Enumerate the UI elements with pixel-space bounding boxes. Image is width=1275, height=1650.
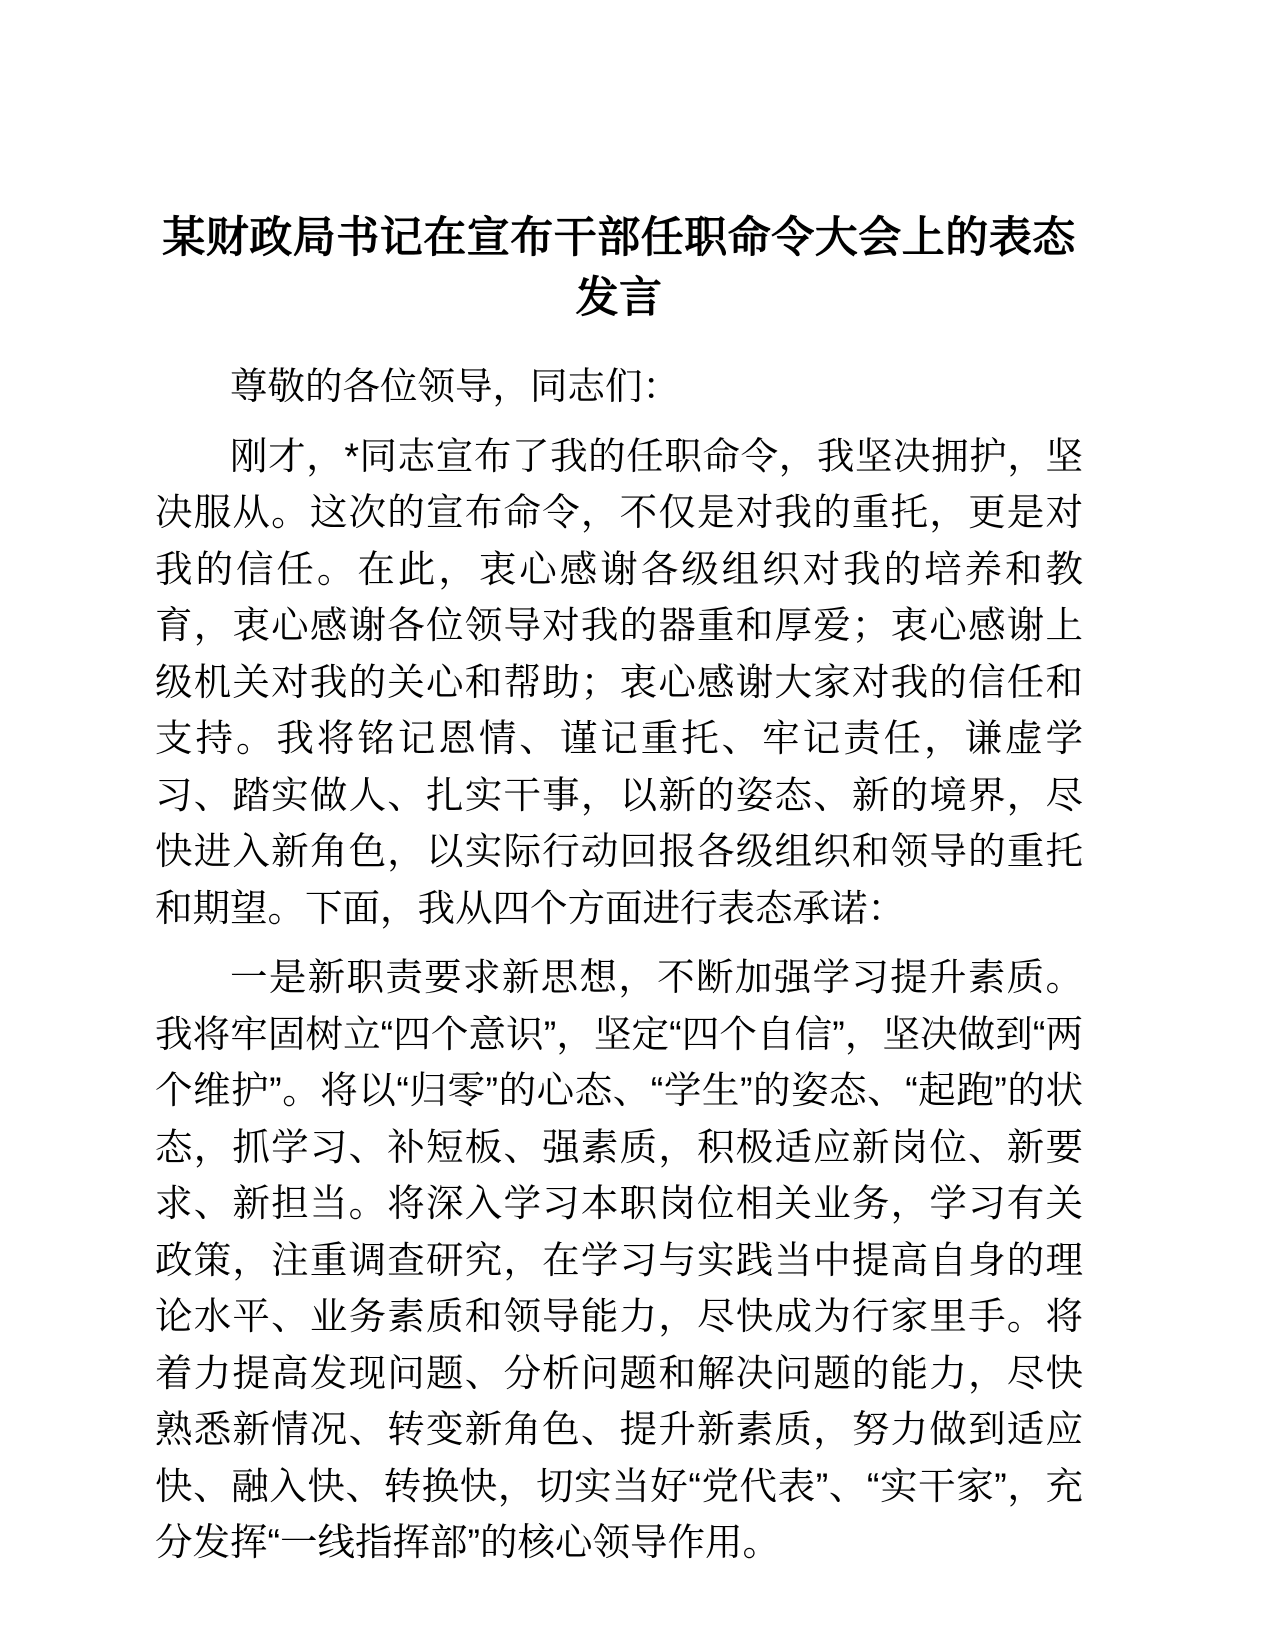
paragraph-salutation: 尊敬的各位领导，同志们：	[230, 365, 680, 407]
page-title: 某财政局书记在宣布干部任职命令大会上的表态发言	[162, 214, 1076, 322]
paragraph-opening: 刚才，*同志宣布了我的任职命令，我坚决拥护，坚决服从。这次的宣布命令，不仅是对我的重托，更是对我的信任。在此，衷心感谢各级组织对我的培养和教育，衷心感谢各位领导对我的器重和厚爱；衷心感谢上级机关对我的关心和帮助；衷心感谢大家对我的信任和支持。我将铭记恩情、谨记重托、牢记责任，谦虚学习、踏实做人、扎实干事，以新的姿态、新的境界，尽快进入新角色，以实际行动回报各级组织和领导的重托和期望。下面，我从四个方面进行表态承诺：	[155, 434, 1083, 929]
document-body	[155, 0, 1083, 1571]
paragraph-point-one: 一是新职责要求新思想，不断加强学习提升素质。我将牢固树立“四个意识”，坚定“四个自信”，坚决做到“两个维护”。将以“归零”的心态、“学生”的姿态、“起跑”的状态，抓学习、补短板、强素质，积极适应新岗位、新要求、新担当。将深入学习本职岗位相关业务，学习有关政策，注重调查研究，在学习与实践当中提高自身的理论水平、业务素质和领导能力，尽快成为行家里手。将着力提高发现问题、分析问题和解决问题的能力，尽快熟悉新情况、转变新角色、提升新素质，努力做到适应快、融入快、转换快，切实当好“党代表”、“实干家”，充分发挥“一线指挥部”的核心领导作用。	[155, 956, 1083, 1563]
